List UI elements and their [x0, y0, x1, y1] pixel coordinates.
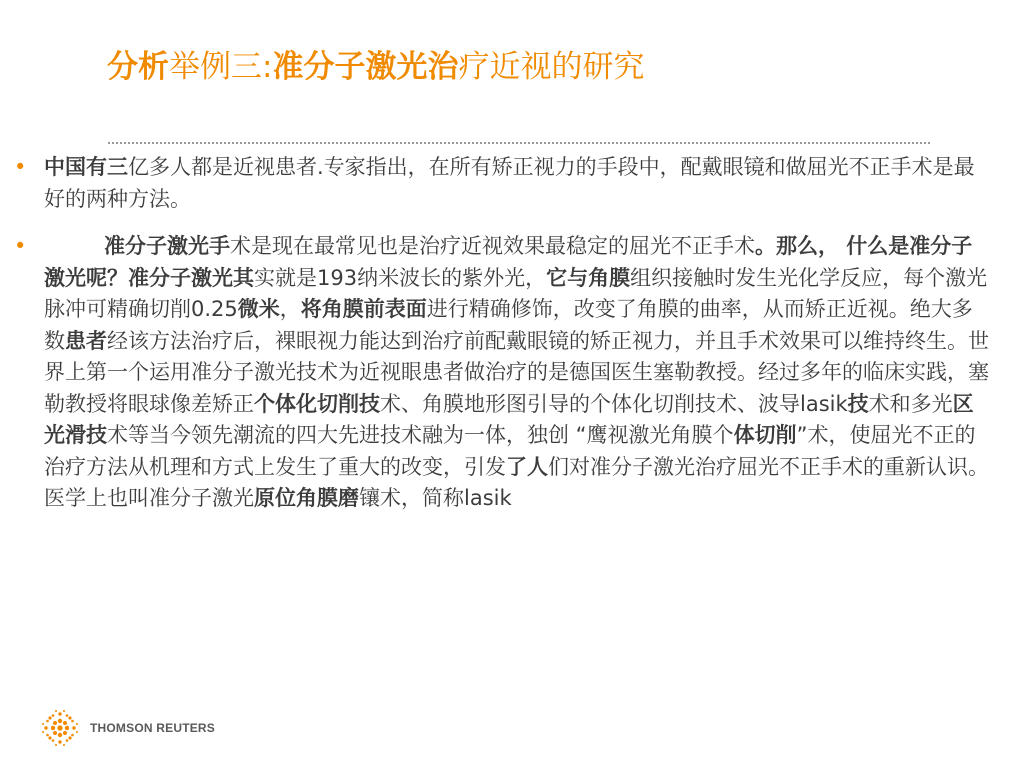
bullet-2-seg-10: 进行精确修饰，改变了角膜的曲率，从而矫正近视。绝大多数: [44, 297, 973, 353]
bullet-item-2: [14, 231, 989, 515]
title-part-1: 分析: [107, 49, 169, 85]
title-part-2: 举例三:: [169, 49, 273, 85]
thomson-reuters-logo-icon: [40, 708, 80, 748]
bullet-2-seg-21: 了人: [506, 454, 548, 479]
title-divider: [108, 142, 930, 144]
bullet-2-seg-4: 实就是193纳米波长的紫外光，: [254, 265, 547, 290]
bullet-2-seg-5: 它与角膜: [546, 265, 631, 290]
bullet-2-seg-18: 术等当今领先潮流的四大先进技术融为一体，独创 “鹰视激光角膜个: [107, 423, 734, 447]
bullet-2-seg-3: 。那么， 什么是准分子激光呢？准分子激光其: [44, 234, 973, 290]
slide-title: [107, 45, 644, 89]
bullet-2-seg-19: 体切削: [733, 423, 797, 447]
bullet-2-seg-17: 区光滑技: [44, 391, 974, 447]
bullet-icon: •: [14, 234, 27, 258]
bullet-1-seg-2: 亿多人都是近视患者.专家指出，在所有矫正视力的手段中，配戴眼镜和做屈光不正手术是最好的两种方法。: [44, 155, 975, 211]
bullet-2-seg-6: 组织接触时发生光化学反应，每个激光脉冲可精确切削0.25: [44, 265, 988, 321]
bullet-item-1: [14, 152, 989, 215]
logo-wordmark: THOMSON REUTERS: [90, 721, 216, 735]
bullet-2-seg-9: 将角膜前表面: [300, 297, 427, 321]
bullet-2-seg-7: 微米: [237, 297, 280, 321]
bullet-2-seg-16: 术和多光: [868, 391, 953, 416]
bullet-1-seg-1: 中国有三: [44, 155, 128, 179]
bullet-2-seg-22: 们对准分子激光治疗屈光不正手术的重新认识。医学上也叫准分子激光: [44, 454, 989, 510]
bullet-2-seg-8: ，: [279, 297, 301, 321]
bullet-2-seg-12: 经该方法治疗后，裸眼视力能达到治疗前配戴眼镜的矫正视力，并且手术效果可以维持终生。世界上第一个运用准分子激光技术为近视眼患者做治疗的是德国医生塞勒教授。经过多年的临床实践，塞勒教授将眼球像差矫正: [44, 328, 989, 416]
title-part-4: 疗近视的研究: [458, 49, 645, 85]
bullet-2-seg-15: 技: [847, 391, 869, 416]
bullet-2-seg-24: 镶术，简称lasik: [359, 486, 512, 510]
bullet-2-seg-13: 个体化切削技: [254, 391, 380, 416]
bullet-2-seg-2: 术是现在最常见也是治疗近视效果最稳定的屈光不正手术: [230, 234, 755, 258]
bullet-2-seg-1: 准分子激光手: [104, 234, 230, 258]
bullet-2-seg-23: 原位角膜磨: [254, 486, 359, 510]
bullet-2-seg-14: 术、角膜地形图引导的个体化切削技术、波导lasik: [380, 391, 848, 416]
bullet-2-seg-11: 患者: [65, 328, 107, 353]
title-part-3: 准分子激光治: [272, 49, 459, 85]
footer-logo: [40, 708, 215, 748]
slide-content: [14, 152, 989, 531]
bullet-icon: •: [14, 155, 27, 179]
bullet-2-seg-20: ”术，使屈光不正的治疗方法从机理和方式上发生了重大的改变，引发: [44, 423, 976, 479]
